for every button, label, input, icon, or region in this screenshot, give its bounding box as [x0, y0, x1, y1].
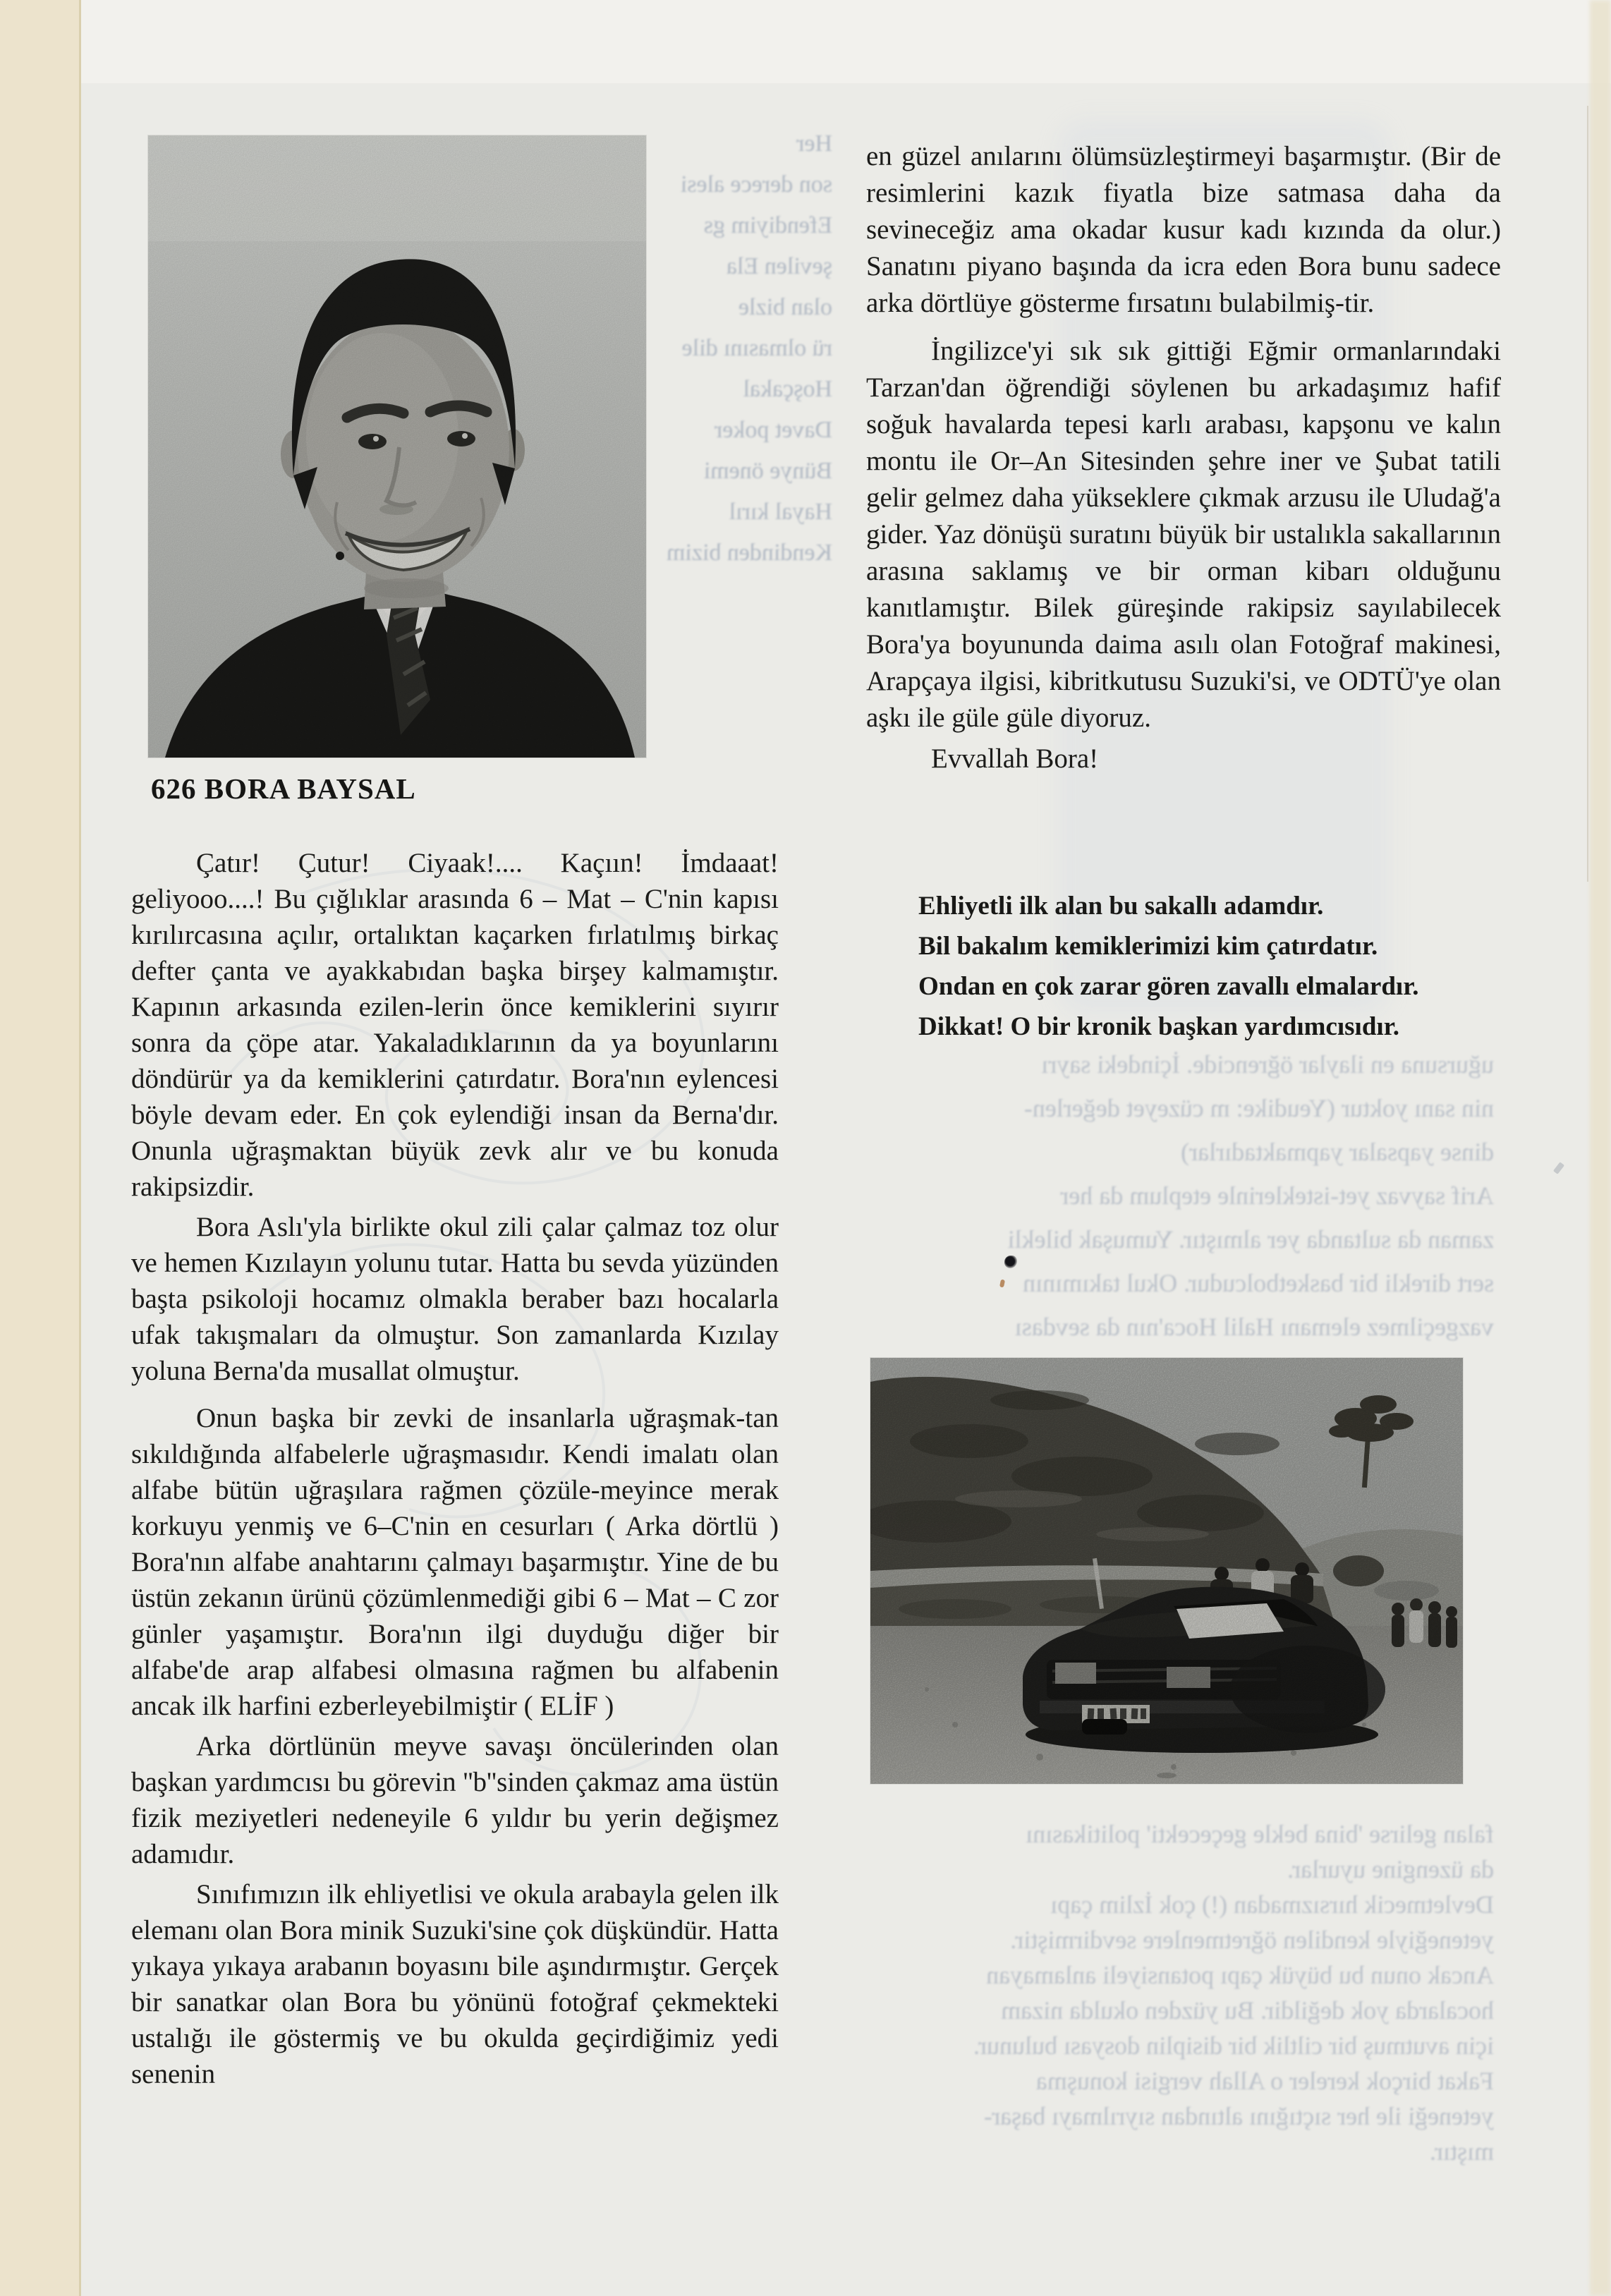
caption: 626 BORA BAYSAL — [151, 772, 416, 805]
paragraph: İngilizce'yi sık sık gittiği Eğmir ormanlarındaki Tarzan'dan öğrendiği söylenen bu arkadaşımız hafif soğuk havalarda tepesi karlı arabası, kapşonu ve kalın montu ile Or–An Sitesinden şehre iner ve Şubat tatili gelir gelmez daha yükseklere çıkmak arzusu ile Uludağ'a gider. Yaz dönüşü suratını büyük bir ustalıkla sakallarının arasına saklamış ve bir orman kibarı olduğunu kanıtlamıştır. Bilek güreşinde rakipsiz sayılabilecek Bora'ya boyununda daima asılı olan Fotoğraf makinesi, Arapçaya ilgisi, kibritkutusu Suzuki'si, ve ODTÜ'ye olan aşkı ile güle güle diyoruz. — [866, 336, 1501, 733]
paragraph: Bora Aslı'yla birlikte okul zili çalar çalmaz toz olur ve hemen Kızılayın yolunu tutar. Hatta bu sevda yüzünden başta psikoloji hocamız olmakla beraber bazı hocalarla ufak takışmaları da olmuştur. Son zamanlarda Kızılay yoluna Berna'da musallat olmuştur. — [131, 1212, 779, 1386]
memorial-line: Dikkat! O bir kronik başkan yardımcısıdır. — [918, 1012, 1399, 1041]
bleedthrough-line: zaman da sultanda yer almıştır. Yumuşak bilekli — [1007, 1225, 1494, 1253]
memorial-line: Bil bakalım kemiklerimizi kim çatırdatır. — [918, 932, 1378, 961]
page-right-edge — [1590, 0, 1611, 2296]
bleedthrough-line: Her — [796, 130, 832, 157]
paragraph: Çatır! Çutur! Ciyaak!.... Kaçıın! İmdaaat! geliyooo....! Bu çığlıklar arasında 6 – Mat – C'nin kapısı kırılırcasına açılır, ortalıktan kaçarken fırlatılmış birkaç defter çanta ve ayakkabıdan başka birşey kalmamıştır. Kapının arkasında ezilen-lerin önce kemiklerini sıyırır sonra da çöpe atar. Yakaladıklarının da ya boyunlarını döndürür ya da kemiklerini çatırdatır. Bora'nın eylencesi böyle devam eder. En çok eylendiği insan da Berna'dır. Onunla uğraşmaktan büyük zevk alır ve bu konuda rakipsizdir. — [131, 848, 779, 1202]
left-column — [131, 845, 779, 2096]
bleedthrough-line: nin sanı yoktur (Yeudike: m cüzeyet değerlen- — [1023, 1094, 1494, 1122]
bleedthrough-line: uğursuna en ilaylar öğrencide. İçindeki sayrı — [1041, 1050, 1494, 1079]
bleedthrough-line: sert direkli bir basketbolcudur. Okul takımının — [1023, 1269, 1494, 1297]
bleedthrough-line: Bünye önemi — [703, 458, 832, 484]
paragraph: Sınıfımızın ilk ehliyetlisi ve okula arabayla gelen ilk elemanı olan Bora minik Suzuki'sine çok düşkündür. Hatta yıkaya yıkaya arabanın boyasını bile aşındırmıştır. Gerçek bir sanatkar olan Bora bu yönünü fotoğraf çekmekteki ustalığı ile göstermiş ve bu okulda geçirdiğimiz yedi senenin — [131, 1879, 779, 2089]
bleedthrough-line: yeteneğiyle kendilen öğretmenlere sevdirmiştir. — [1010, 1926, 1494, 1954]
page-top-margin — [79, 0, 1611, 83]
bleedthrough-line: da üzengine uyurlar. — [1287, 1855, 1494, 1883]
bleedthrough-text-block — [875, 1816, 1494, 2169]
bleedthrough-line: Fakat birçok kereler o Allah vergisi konuşma — [1035, 2067, 1494, 2095]
bleedthrough-line: Efendiyim gs — [703, 212, 832, 238]
bleedthrough-text-block — [648, 123, 832, 573]
right-column — [866, 138, 1501, 782]
car-photo — [870, 1358, 1463, 1784]
page-edge-shadow — [1587, 106, 1588, 882]
memorial-lines — [918, 886, 1483, 1047]
paragraph: Onun başka bir zevki de insanlarla uğraşmak-tan sıkıldığında alfabelerle uğraşmasıdır. Kendi imalatı olan alfabe bütün uğraşılara rağmen çözüle-meyince merak korkuyu yenmiş ve 6–C'nin en cesurları ( Arka dörtlü ) Bora'nın alfabe anahtarını çalmayı başarmıştır. Yine de bu üstün zekanın ürünü çözümlenmediği gibi 6 – Mat – C zor günler yaşamıştır. Bora'nın ilgi duyduğu diğer bir alfabe'de arap alfabesi olmasına rağmen bu alfabenin ancak ilk harfini ezberleyebilmiştir ( ELİF ) — [131, 1403, 779, 1721]
paragraph: Evvallah Bora! — [931, 743, 1099, 774]
bleedthrough-line: Devletmecik hırsızmadan (!) çok İzlim çapı — [1050, 1890, 1494, 1919]
portrait-photo — [148, 135, 646, 758]
memorial-line: Ondan en çok zarar gören zavallı elmalardır. — [918, 972, 1419, 1001]
paragraph: en güzel anılarını ölümsüzleştirmeyi başarmıştır. (Bir de resimlerini kazık fiyatla bize satmasa daha da sevineceğiz ama okadar kusur kadı kızında da olur.) Sanatını piyano başında da icra eden Bora bunu sadece arka dörtlüye gösterme fırsatını bulabilmiş-tir. — [866, 141, 1501, 318]
bleedthrough-line: yeteneği ile her sıçtığını altından sıyrılmayı başar- — [983, 2102, 1494, 2130]
bleedthrough-line: Davet poker — [714, 417, 832, 443]
bleedthrough-line: için avutmuş bir ciltlik bir disiplin dosyası bulunur. — [973, 2031, 1494, 2060]
bleedthrough-line: Hoşçakal — [743, 376, 832, 402]
bleedthrough-line: mıştır. — [1429, 2137, 1494, 2166]
page-left-edge — [0, 0, 81, 2296]
bleedthrough-line: Arif sayvaz yet-isteklerinle eteplum da her — [1060, 1182, 1494, 1210]
bleedthrough-line: falan gelirse 'bina bekle geçecekti' politikasını — [1026, 1820, 1494, 1848]
bleedthrough-line: hocalarda yok değildir. Bu yüzden okulda nizam — [1001, 1996, 1494, 2024]
memorial-line: Ehliyetli ilk alan bu sakallı adamdır. — [918, 892, 1324, 921]
paragraph: Arka dörtlünün meyve savaşı öncülerinden olan başkan yardımcısı bu görevin ''b''sinden çakmaz ama üstün fizik meziyetleri nedeneyile 6 yıldır bu yerin değişmez adamıdır. — [131, 1731, 779, 1869]
margin-mark — [1553, 1162, 1564, 1174]
bleedthrough-line: Hayal kırıl — [729, 499, 832, 525]
bleedthrough-line: Ancak onun bu büyük çapı potansiyeli anlamayan — [986, 1961, 1494, 1989]
bleedthrough-line: son derece alesi — [680, 171, 832, 198]
bleedthrough-line: Kendinden bizim — [666, 540, 832, 566]
bleedthrough-line: şevilen Ela — [726, 253, 832, 279]
bleedthrough-line: rü olmasını dile — [681, 335, 832, 361]
bleedthrough-line: vazgeçilmez elemanı Halil Hoca'nın da sevdası — [1014, 1313, 1494, 1341]
bleedthrough-line: olan bizle — [738, 294, 832, 320]
bleedthrough-line: dinse yapsalar yapmaktadırlar) — [1181, 1138, 1494, 1166]
bleedthrough-text-block — [875, 1043, 1494, 1349]
